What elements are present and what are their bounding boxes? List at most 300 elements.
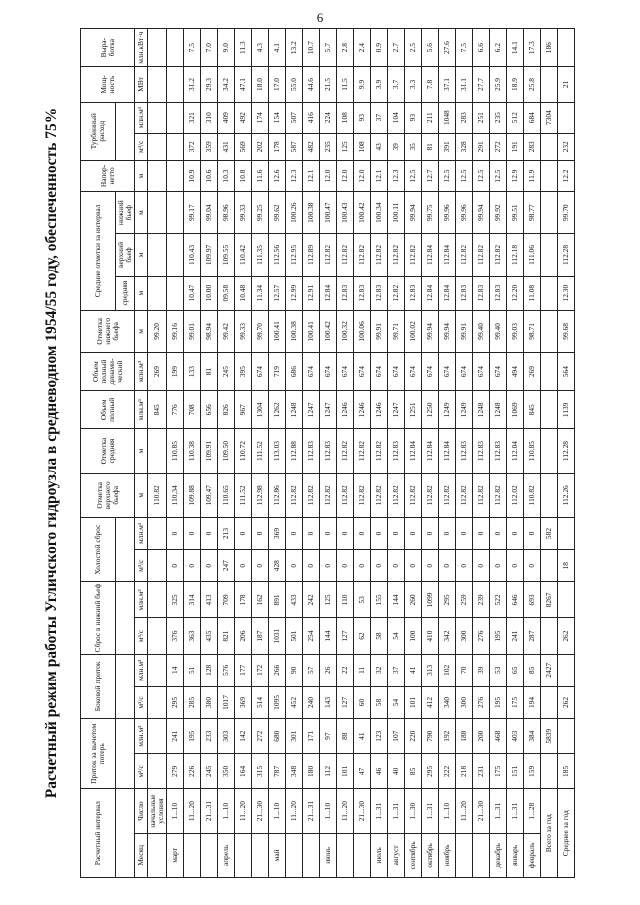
table-cell [541, 754, 558, 789]
unit-cell: млн.м³ [135, 582, 148, 618]
table-cell: 21 [558, 67, 575, 102]
cell-month [235, 833, 252, 877]
table-cell: 0.9 [371, 29, 388, 67]
table-cell: 112.82 [405, 473, 422, 517]
table-cell: 507 [286, 102, 303, 133]
table-cell: 313 [422, 654, 439, 686]
table-row [235, 29, 252, 878]
cell-day: 11...20 [235, 789, 252, 833]
table-cell [148, 582, 167, 618]
table-cell: 11.5 [337, 67, 354, 102]
table-cell: 6.6 [473, 29, 490, 67]
table-cell: 112.95 [286, 234, 303, 276]
table-cell [148, 719, 167, 754]
table-cell: 12.83 [405, 276, 422, 310]
table-cell: 125 [320, 582, 337, 618]
cell-month: июль [371, 833, 388, 877]
table-cell [541, 618, 558, 654]
table-cell [167, 29, 184, 67]
table-cell: 46 [371, 754, 388, 789]
table-cell: 12.83 [473, 276, 490, 310]
table-cell: 99.33 [235, 310, 252, 352]
table-cell: 674 [388, 352, 405, 390]
table-cell: 112 [320, 754, 337, 789]
table-cell: 0 [388, 550, 405, 582]
table-cell: 107 [388, 719, 405, 754]
table-cell: 0 [167, 550, 184, 582]
table-cell: 7.5 [184, 29, 201, 67]
table-cell: 674 [303, 352, 320, 390]
table-cell: 9.9 [354, 67, 371, 102]
table-cell: 492 [235, 102, 252, 133]
table-cell: 321 [184, 102, 201, 133]
unit-cell: м [135, 160, 148, 191]
table-cell [541, 192, 558, 234]
table-cell: 57 [303, 654, 320, 686]
table-cell: 99.16 [167, 310, 184, 352]
table-cell: 328 [456, 133, 473, 160]
table-cell: 1249 [439, 391, 456, 429]
table-cell: 109.97 [201, 234, 218, 276]
table-cell: 18.0 [252, 67, 269, 102]
table-cell [541, 160, 558, 191]
table-cell: 719 [269, 352, 286, 390]
table-cell: 100.32 [337, 310, 354, 352]
table-cell: 27.6 [439, 29, 456, 67]
table-cell: 790 [422, 719, 439, 754]
table-cell: 110.82 [148, 473, 167, 517]
table-cell: 206 [235, 618, 252, 654]
table-cell: 11.08 [524, 276, 541, 310]
table-cell: 70 [456, 654, 473, 686]
table-cell [148, 102, 167, 133]
table-cell: 112.88 [286, 429, 303, 473]
table-cell: 369 [235, 686, 252, 718]
table-cell: 37 [388, 654, 405, 686]
table-cell: 112.83 [320, 429, 337, 473]
table-cell: 14.1 [507, 29, 524, 67]
table-cell: 686 [286, 352, 303, 390]
table-cell: 1248 [286, 391, 303, 429]
table-cell: 0 [371, 517, 388, 549]
table-cell: 54 [388, 618, 405, 654]
table-cell: 2.5 [405, 29, 422, 67]
table-cell: 110 [337, 582, 354, 618]
cell-day: 11...20 [286, 789, 303, 833]
cell-month [184, 833, 201, 877]
table-cell: 693 [524, 582, 541, 618]
table-cell: 0 [405, 550, 422, 582]
table-cell: 09.58 [218, 276, 235, 310]
table-cell: 0 [439, 517, 456, 549]
table-cell: 416 [303, 102, 320, 133]
unit-cell: м³/с [135, 550, 148, 582]
table-cell: 202 [252, 133, 269, 160]
table-cell: 11.9 [524, 160, 541, 191]
table-cell: 9.0 [218, 29, 235, 67]
table-cell: 224 [320, 102, 337, 133]
table-cell: 12.20 [507, 276, 524, 310]
table-cell: 269 [148, 352, 167, 390]
unit-cell: м [135, 310, 148, 352]
table-cell: 410 [422, 618, 439, 654]
table-cell: 241 [507, 618, 524, 654]
table-cell: 222 [439, 754, 456, 789]
rotated-page-content [42, 28, 602, 878]
table-cell: 220 [405, 719, 422, 754]
table-cell: 522 [490, 582, 507, 618]
table-cell [541, 391, 558, 429]
table-cell: 41 [405, 654, 422, 686]
table-cell [541, 133, 558, 160]
table-cell [558, 654, 575, 686]
table-cell: 99.01 [184, 310, 201, 352]
header-blank [116, 582, 135, 654]
table-cell: 494 [507, 352, 524, 390]
table-cell: 51 [184, 654, 201, 686]
table-cell: 11.3 [235, 29, 252, 67]
table-cell: 109.91 [201, 429, 218, 473]
table-cell: 112.83 [473, 429, 490, 473]
table-cell: 178 [235, 582, 252, 618]
table-cell: 11.34 [252, 276, 269, 310]
cell-month [148, 833, 167, 877]
table-cell [541, 473, 558, 517]
table-cell: 110.85 [524, 429, 541, 473]
table-cell: 112.86 [269, 473, 286, 517]
table-cell [148, 29, 167, 67]
table-cell: 0 [286, 550, 303, 582]
table-cell: 39 [388, 133, 405, 160]
table-cell: 99.96 [456, 192, 473, 234]
table-cell: 104 [388, 102, 405, 133]
table-cell: 99.96 [439, 192, 456, 234]
table-cell: 99.94 [473, 192, 490, 234]
table-cell: 409 [218, 102, 235, 133]
header-mean-levels: Средние отметки за интервал [81, 192, 116, 311]
table-cell: 587 [286, 133, 303, 160]
unit-cell: МВт [135, 67, 148, 102]
table-cell: 44.6 [303, 67, 320, 102]
table-cell: 192 [439, 719, 456, 754]
table-cell: 112.82 [337, 473, 354, 517]
table-cell: 1304 [252, 391, 269, 429]
table-cell: 4.1 [269, 29, 286, 67]
table-cell: 569 [235, 133, 252, 160]
table-cell: 100.41 [269, 310, 286, 352]
table-cell: 1246 [354, 391, 371, 429]
table-cell: 0 [490, 550, 507, 582]
table-row [524, 29, 541, 878]
table-cell [558, 102, 575, 133]
table-row [473, 29, 490, 878]
table-cell: 674 [456, 352, 473, 390]
header-day: Число [135, 789, 148, 833]
table-cell: 112.82 [371, 234, 388, 276]
table-cell: 413 [201, 582, 218, 618]
unit-cell: млн.кВт·ч [135, 29, 148, 67]
table-cell: 5.6 [422, 29, 439, 67]
table-cell: 11.6 [252, 160, 269, 191]
table-cell: 99.40 [490, 310, 507, 352]
table-cell: 100.41 [303, 310, 320, 352]
table-cell: 112.82 [473, 234, 490, 276]
table-cell: 21.5 [320, 67, 337, 102]
table-cell: 110.72 [235, 429, 252, 473]
table-row [405, 29, 422, 878]
table-cell: 112.83 [303, 429, 320, 473]
table-cell: 12.3 [286, 160, 303, 191]
table-cell: 178 [269, 133, 286, 160]
table-cell: 100.02 [405, 310, 422, 352]
header-interval: Расчетный интервал [81, 789, 116, 878]
table-cell: 363 [184, 618, 201, 654]
table-body [148, 29, 575, 878]
table-cell: 154 [269, 102, 286, 133]
table-cell: 100.43 [337, 192, 354, 234]
cell-day: 21...31 [201, 789, 218, 833]
table-cell: 112.82 [422, 473, 439, 517]
table-cell [148, 160, 167, 191]
table-cell: 88 [337, 719, 354, 754]
cell-day: 11...20 [184, 789, 201, 833]
unit-cell: млн.м³ [135, 719, 148, 754]
table-row [252, 29, 269, 878]
table-cell [541, 67, 558, 102]
table-row [286, 29, 303, 878]
table-cell: 501 [286, 618, 303, 654]
table-cell: 285 [184, 686, 201, 718]
table-cell: 175 [490, 754, 507, 789]
header-level-upper: Отметка верхнего бьефа [81, 473, 135, 517]
table-cell: 99.94 [422, 310, 439, 352]
table-row [439, 29, 456, 878]
table-cell: 1247 [388, 391, 405, 429]
table-cell: 279 [167, 754, 184, 789]
page-number: 6 [316, 10, 324, 25]
table-cell: 127 [337, 618, 354, 654]
cell-month [354, 833, 371, 877]
table-cell: 143 [320, 686, 337, 718]
table-cell: 112.82 [371, 473, 388, 517]
table-cell: 233 [201, 719, 218, 754]
unit-cell: млн.м³ [135, 102, 148, 133]
table-cell: 112.82 [286, 473, 303, 517]
table-cell: 283 [524, 133, 541, 160]
table-cell: 395 [235, 352, 252, 390]
table-cell: 235 [490, 102, 507, 133]
table-cell: 674 [371, 352, 388, 390]
table-cell: 112.18 [507, 234, 524, 276]
table-cell: 194 [524, 686, 541, 718]
table-cell: 241 [167, 719, 184, 754]
cell-month [201, 833, 218, 877]
header-idle: Холостой сброс [81, 517, 116, 581]
header-blank [116, 102, 135, 160]
table-cell [148, 517, 167, 549]
cell-day: 1...30 [405, 789, 422, 833]
table-cell: 1249 [456, 391, 473, 429]
table-cell: 112.02 [507, 473, 524, 517]
table-cell: 674 [252, 352, 269, 390]
table-cell: 185 [558, 754, 575, 789]
table-row [507, 29, 524, 878]
table-cell: 1246 [371, 391, 388, 429]
header-upper-sub: верхний бьеф [116, 234, 135, 276]
table-cell: 112.84 [422, 234, 439, 276]
table-cell: 109.55 [218, 234, 235, 276]
table-cell: 12.99 [286, 276, 303, 310]
table-cell: 99.71 [388, 310, 405, 352]
table-cell: 112.82 [303, 473, 320, 517]
table-cell: 39 [473, 654, 490, 686]
table-cell: 98.77 [524, 192, 541, 234]
table-cell: 102 [439, 654, 456, 686]
table-cell: 0 [473, 517, 490, 549]
cell-day: 1...10 [320, 789, 337, 833]
table-cell: 99.51 [507, 192, 524, 234]
table-cell [148, 429, 167, 473]
table-cell: 7.8 [422, 67, 439, 102]
table-cell: 110.65 [218, 473, 235, 517]
table-row [269, 29, 286, 878]
table-cell: 144 [320, 618, 337, 654]
table-cell: 300 [456, 618, 473, 654]
table-row [303, 29, 320, 878]
table-cell: 112.82 [456, 234, 473, 276]
table-cell: 12.5 [456, 160, 473, 191]
table-row [490, 29, 507, 878]
table-cell: 656 [201, 391, 218, 429]
cell-day: 1...28 [524, 789, 541, 833]
table-row [558, 29, 575, 878]
unit-cell: м³/с [135, 133, 148, 160]
table-cell: 213 [218, 517, 235, 549]
cell-day: 1...31 [490, 789, 507, 833]
table-cell: 12.5 [405, 160, 422, 191]
table-cell: 295 [422, 754, 439, 789]
table-cell: 428 [269, 550, 286, 582]
table-cell: 431 [218, 133, 235, 160]
table-cell: 10.3 [218, 160, 235, 191]
table-cell: 342 [439, 618, 456, 654]
table-cell: 7304 [541, 102, 558, 133]
table-cell: 110.43 [184, 234, 201, 276]
table-cell: 369 [269, 517, 286, 549]
table-cell: 0 [354, 517, 371, 549]
table-cell: 112.82 [320, 234, 337, 276]
table-cell: 3.9 [371, 67, 388, 102]
table-cell: 776 [167, 391, 184, 429]
table-cell: 1250 [422, 391, 439, 429]
table-cell: 112.83 [490, 429, 507, 473]
cell-month: Среднее за год [558, 789, 575, 878]
table-cell: 112.82 [337, 429, 354, 473]
table-cell: 101 [337, 754, 354, 789]
table-cell: 53 [490, 654, 507, 686]
table-cell: 100 [405, 618, 422, 654]
table-cell: 112.83 [456, 429, 473, 473]
table-cell [148, 686, 167, 718]
table-cell: 99.92 [490, 192, 507, 234]
table-cell: 482 [303, 133, 320, 160]
header-blank [116, 789, 135, 878]
unit-cell: м [135, 429, 148, 473]
table-cell: 112.82 [473, 473, 490, 517]
table-cell: 85 [524, 654, 541, 686]
document-title: Расчетный режим работы Угличского гидроузла в средневодном 1954/55 году, обеспеченность 75% [43, 107, 60, 799]
table-cell: 12.0 [337, 160, 354, 191]
table-cell [167, 276, 184, 310]
table-cell: 99.70 [252, 310, 269, 352]
table-cell: 380 [201, 686, 218, 718]
table-cell: 155 [371, 582, 388, 618]
table-cell: 359 [201, 133, 218, 160]
table-cell: 295 [439, 582, 456, 618]
table-cell: 112.26 [558, 473, 575, 517]
table-cell: 12.84 [422, 276, 439, 310]
cell-day: 21...30 [252, 789, 269, 833]
table-cell: 112.84 [422, 429, 439, 473]
table-cell: 112.82 [320, 473, 337, 517]
table-cell: 58 [371, 686, 388, 718]
table-cell: 11 [354, 654, 371, 686]
table-cell: 0 [354, 550, 371, 582]
table-cell: 582 [541, 517, 558, 549]
table-cell: 111.52 [235, 473, 252, 517]
table-cell: 0 [507, 517, 524, 549]
unit-cell: млн.м³ [135, 352, 148, 390]
table-cell: 100.06 [354, 310, 371, 352]
table-cell: 99.91 [456, 310, 473, 352]
table-cell: 13.2 [286, 29, 303, 67]
unit-cell: м [135, 234, 148, 276]
cell-month: июнь [320, 833, 337, 877]
table-cell: 125 [337, 133, 354, 160]
header-output: Выра-ботка [81, 29, 135, 67]
table-row [541, 29, 558, 878]
table-cell: 177 [235, 654, 252, 686]
header-lower-sub: нижний бьеф [116, 192, 135, 234]
table-cell: 10.8 [235, 160, 252, 191]
table-cell: 99.70 [558, 192, 575, 234]
table-cell: 40 [388, 754, 405, 789]
table-cell: 112.82 [490, 234, 507, 276]
unit-cell: м³/с [135, 618, 148, 654]
table-cell: 0 [405, 517, 422, 549]
unit-cell: млн.м³ [135, 391, 148, 429]
table-cell: 348 [286, 754, 303, 789]
table-cell: 239 [473, 582, 490, 618]
table-cell: 195 [184, 719, 201, 754]
table-cell: 287 [524, 618, 541, 654]
table-cell: 18 [558, 550, 575, 582]
table-cell: 674 [439, 352, 456, 390]
table-cell: 826 [218, 391, 235, 429]
table-row [422, 29, 439, 878]
table-cell: 108 [354, 133, 371, 160]
table-cell: 113.03 [269, 429, 286, 473]
table-cell: 2.8 [337, 29, 354, 67]
table-cell: 112.82 [388, 473, 405, 517]
header-discharge: Сброс в нижний бьеф [81, 582, 116, 654]
table-cell: 60 [354, 686, 371, 718]
table-cell: 100.26 [286, 192, 303, 234]
table-cell: 31.2 [184, 67, 201, 102]
table-cell [167, 102, 184, 133]
table-cell: 12.91 [303, 276, 320, 310]
header-blank [116, 654, 135, 718]
